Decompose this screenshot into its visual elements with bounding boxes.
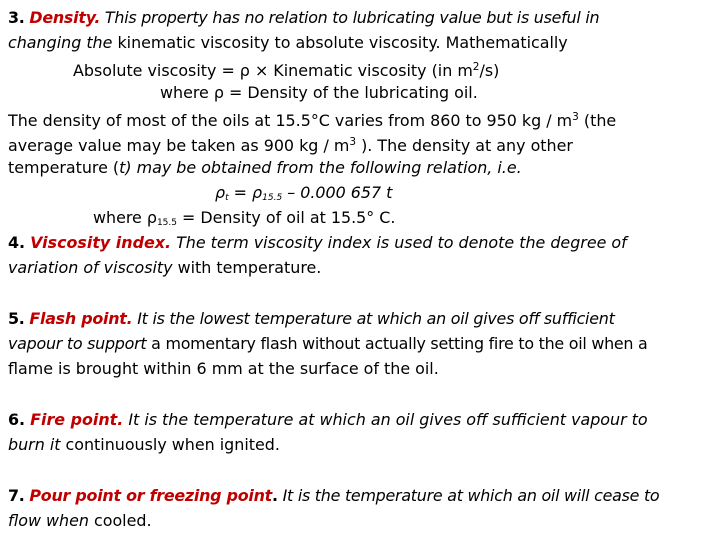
body-line: [8, 258, 321, 277]
body-text: It is the temperature at which an oil gives off sufficient vapour to: [123, 410, 648, 429]
body-text: with temperature.: [172, 258, 322, 277]
body-text: The density of most of the oils at 15.5°C varies from 860 to 950 kg / m: [8, 111, 573, 130]
where-line: [93, 208, 395, 233]
body-text: variation of viscosity: [8, 258, 173, 277]
body-text: burn it: [8, 435, 61, 454]
term-period: .: [272, 486, 278, 505]
section-term: Fire point.: [30, 410, 124, 429]
body-text: (the: [578, 111, 617, 130]
body-text: kinematic viscosity to absolute viscosity. Mathematically: [117, 33, 568, 52]
subscript: 15.5: [156, 218, 177, 228]
body-text: temperature (: [8, 158, 120, 177]
body-text: where ρ = Density of the lubricating oil.: [160, 83, 478, 102]
equation-text: = ρ: [228, 183, 263, 202]
body-text: = Density of oil at 15.5° C.: [177, 208, 396, 227]
body-line: [8, 108, 616, 130]
density-heading-line: [8, 8, 599, 27]
pour-point-heading-line: [8, 486, 659, 505]
body-text: changing the: [8, 33, 118, 52]
superscript: 3: [349, 136, 357, 148]
subscript: 15.5: [262, 193, 283, 203]
formula-line: [73, 58, 499, 80]
equation-text: – 0.000 657 t: [282, 183, 393, 202]
body-text: The term viscosity index is used to denote the degree of: [171, 233, 627, 252]
section-term: Flash point.: [29, 309, 133, 328]
body-text: It is the temperature at which an oil will cease to: [277, 486, 660, 505]
section-number: 5.: [8, 309, 25, 328]
viscosity-index-heading-line: [8, 233, 627, 252]
section-number: 6.: [8, 410, 26, 429]
body-line: [8, 359, 439, 378]
superscript: 2: [472, 61, 480, 73]
body-text: where ρ: [93, 208, 157, 227]
body-text: average value may be taken as 900 kg / m: [8, 136, 350, 155]
body-text: flow when: [8, 511, 89, 530]
section-term: Density.: [29, 8, 101, 27]
body-line: [8, 334, 648, 353]
flash-point-heading-line: [8, 309, 615, 328]
section-term: Pour point or freezing point: [29, 486, 272, 505]
formula-text: Absolute viscosity = ρ × Kinematic viscosity (in m: [73, 61, 473, 80]
formula-text: /s): [479, 61, 500, 80]
body-line: [8, 511, 152, 530]
body-text: ). The density at any other: [356, 136, 573, 155]
body-line: [8, 33, 568, 52]
equation-text: ρ: [215, 183, 226, 202]
where-line: [160, 83, 478, 102]
body-text: continuously when ignited.: [60, 435, 280, 454]
section-number: 4.: [8, 233, 26, 252]
superscript: 3: [572, 111, 579, 123]
body-text: cooled.: [88, 511, 152, 530]
fire-point-heading-line: [8, 410, 648, 429]
body-text: It is the lowest temperature at which an oil gives off sufficient: [132, 309, 615, 328]
body-line: [8, 158, 522, 177]
subscript: t: [225, 193, 229, 203]
section-number: 7.: [8, 486, 25, 505]
body-text: vapour to support: [8, 334, 147, 353]
body-text: flame is brought within 6 mm at the surface of the oil.: [8, 359, 439, 378]
body-text: t) may be obtained from the following relation, i.e.: [119, 158, 522, 177]
equation-line: [215, 183, 392, 208]
section-term: Viscosity index.: [30, 233, 172, 252]
body-text: a momentary flash without actually setting fire to the oil when a: [146, 334, 648, 353]
body-line: [8, 435, 280, 454]
body-line: [8, 133, 573, 155]
section-number: 3.: [8, 8, 25, 27]
body-text: This property has no relation to lubricating value but is useful in: [100, 8, 600, 27]
